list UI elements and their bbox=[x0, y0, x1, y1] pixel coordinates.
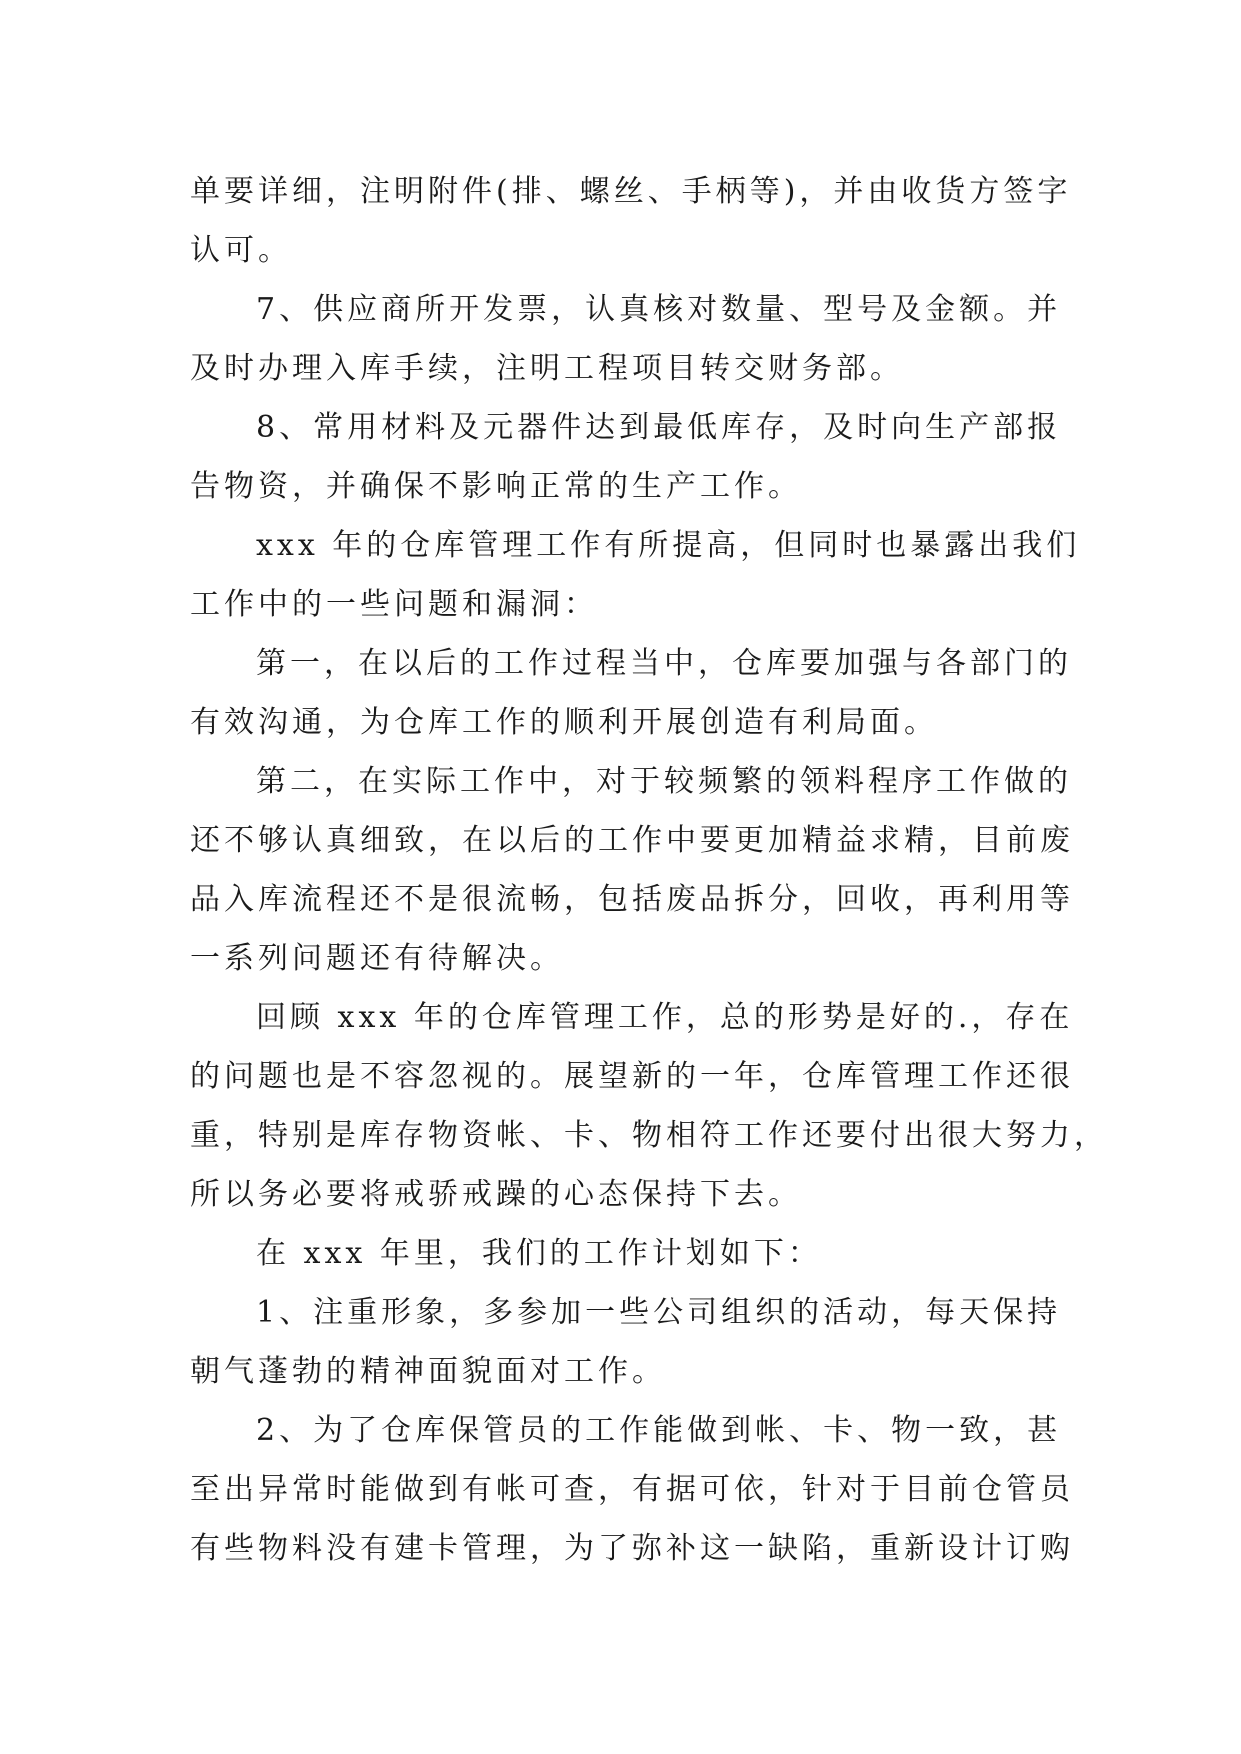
text-line: 所以务必要将戒骄戒躁的心态保持下去。 bbox=[190, 1177, 802, 1212]
text-line: 品入库流程还不是很流畅，包括废品拆分，回收，再利用等 bbox=[190, 882, 1074, 917]
text-line: 第一，在以后的工作过程当中，仓库要加强与各部门的 bbox=[256, 646, 1072, 681]
text-line: 在 xxx 年里，我们的工作计划如下： bbox=[256, 1236, 822, 1271]
text-line: 及时办理入库手续，注明工程项目转交财务部。 bbox=[190, 351, 904, 386]
text-line: 7、供应商所开发票，认真核对数量、型号及金额。并 bbox=[256, 292, 1062, 327]
text-line: 的问题也是不容忽视的。展望新的一年，仓库管理工作还很 bbox=[190, 1059, 1074, 1094]
text-line: 有些物料没有建卡管理，为了弥补这一缺陷，重新设计订购 bbox=[190, 1531, 1074, 1566]
text-line: 一系列问题还有待解决。 bbox=[190, 941, 564, 976]
text-line: 2、为了仓库保管员的工作能做到帐、卡、物一致，甚 bbox=[256, 1413, 1062, 1448]
text-line: 朝气蓬勃的精神面貌面对工作。 bbox=[190, 1354, 666, 1389]
text-line: 告物资，并确保不影响正常的生产工作。 bbox=[190, 469, 802, 504]
text-line: 还不够认真细致，在以后的工作中要更加精益求精，目前废 bbox=[190, 823, 1074, 858]
text-line: 有效沟通，为仓库工作的顺利开展创造有利局面。 bbox=[190, 705, 938, 740]
text-line: 1、注重形象，多参加一些公司组织的活动，每天保持 bbox=[256, 1295, 1062, 1330]
text-line: 至出异常时能做到有帐可查，有据可依，针对于目前仓管员 bbox=[190, 1472, 1074, 1507]
text-line: 工作中的一些问题和漏洞： bbox=[190, 587, 598, 622]
text-line: 单要详细，注明附件(排、螺丝、手柄等)，并由收货方签字 bbox=[190, 174, 1072, 209]
text-line: 8、常用材料及元器件达到最低库存，及时向生产部报 bbox=[256, 410, 1062, 445]
text-line: 第二，在实际工作中，对于较频繁的领料程序工作做的 bbox=[256, 764, 1072, 799]
text-line: 认可。 bbox=[190, 233, 292, 268]
text-line: xxx 年的仓库管理工作有所提高，但同时也暴露出我们 bbox=[256, 528, 1081, 563]
text-line: 回顾 xxx 年的仓库管理工作，总的形势是好的.，存在 bbox=[256, 1000, 1074, 1035]
text-line: 重，特别是库存物资帐、卡、物相符工作还要付出很大努力， bbox=[190, 1118, 1108, 1153]
document-body bbox=[190, 162, 1108, 1578]
